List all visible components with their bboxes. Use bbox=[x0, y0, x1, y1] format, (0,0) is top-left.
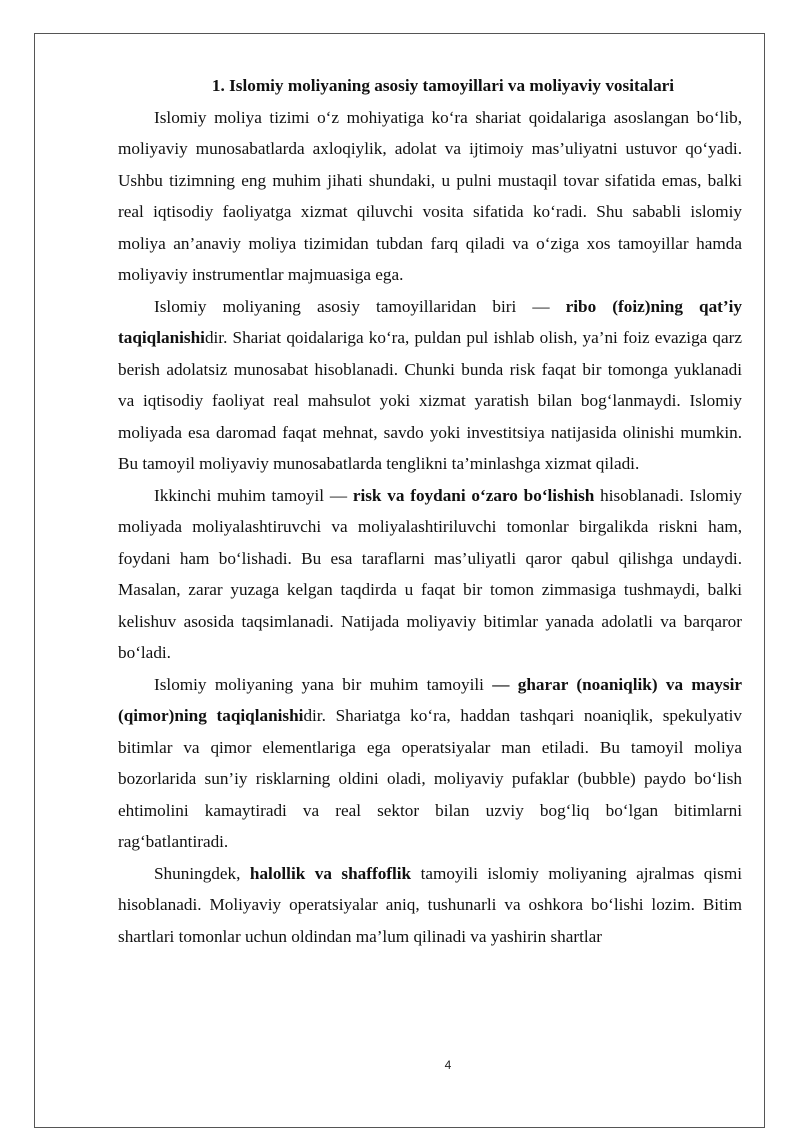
paragraph-2-bold-term: ribo (foiz)ning qat’iy taqiqlanishi bbox=[118, 296, 742, 347]
paragraph-5 bbox=[118, 858, 742, 953]
section-title: 1. Islomiy moliyaning asosiy tamoyillari va moliyaviy vositalari bbox=[211, 76, 675, 95]
paragraph-4-text-before: Islomiy moliyaning yana bir muhim tamoyili bbox=[154, 674, 493, 694]
paragraph-3-text-before: Ikkinchi muhim tamoyil — bbox=[154, 485, 353, 505]
paragraph-3 bbox=[118, 480, 742, 669]
paragraph-5-text-before: Shuningdek, bbox=[154, 863, 250, 883]
paragraph-5-bold-term: halollik va shaffoflik bbox=[249, 863, 412, 883]
paragraph-4 bbox=[118, 669, 742, 858]
paragraph-2 bbox=[118, 291, 742, 480]
paragraph-4-text-after: dir. Shariatga ko‘ra, haddan tashqari noaniqlik, spekulyativ bitimlar va qimor elementlariga ega operatsiyalar man etiladi. Bu tamoyil moliya bozorlarida sun’iy risklarning oldini oladi, moliyaviy pufaklar (bubble) paydo bo‘lish ehtimolini kamaytiradi va real sektor bilan uzviy bog‘liq bo‘lgan bitimlarni rag‘batlantiradi. bbox=[118, 706, 742, 851]
paragraph-3-text-after: hisoblanadi. Islomiy moliyada moliyalashtiruvchi va moliyalashtiriluvchi tomonlar birgalikda riskni ham, foydani ham bo‘lishadi. Bu esa taraflarni mas’uliyatli qaror qabul qilishga undaydi. Masalan, zarar yuzaga kelgan taqdirda u faqat bir tomon zimmasiga tushmaydi, balki kelishuv asosida taqsimlanadi. Natijada moliyaviy bitimlar yanada adolatli va barqaror bo‘ladi. bbox=[118, 485, 742, 662]
paragraph-4-bold-term: — gharar (noaniqlik) va maysir (qimor)ning taqiqlanishi bbox=[118, 674, 742, 725]
paragraph-5-text-after: tamoyili islomiy moliyaning ajralmas qismi hisoblanadi. Moliyaviy operatsiyalar aniq, tushunarli va oshkora bo‘lishi lozim. Bitim shartlari tomonlar uchun oldindan ma’lum qilinadi va yashirin shartlar bbox=[118, 863, 742, 946]
document-body bbox=[118, 70, 742, 952]
paragraph-1: Islomiy moliya tizimi o‘z mohiyatiga ko‘ra shariat qoidalariga asoslangan bo‘lib, moliyaviy munosabatlarda axloqiylik, adolat va ijtimoiy mas’uliyatni ustuvor qo‘yadi. Ushbu tizimning eng muhim jihati shundaki, u pulni mustaqil tovar sifatida emas, balki real iqtisodiy faoliyatga xizmat qiluvchi vosita sifatida ko‘radi. Shu sababli islomiy moliya an’anaviy moliya tizimidan tubdan farq qiladi va o‘ziga xos tamoyillar hamda moliyaviy instrumentlar majmuasiga ega. bbox=[118, 107, 742, 284]
page-number: 4 bbox=[444, 1058, 452, 1072]
paragraph-2-text-after: dir. Shariat qoidalariga ko‘ra, puldan pul ishlab olish, ya’ni foiz evaziga qarz berish adolatsiz munosabat hisoblanadi. Chunki bunda risk faqat bir tomonga yuklanadi va iqtisodiy faoliyat real mahsulot yoki xizmat yaratish bilan bog‘lanmaydi. Islomiy moliyada esa daromad faqat mehnat, savdo yoki investitsiya natijasida olinishi mumkin. Bu tamoyil moliyaviy munosabatlarda tenglikni ta’minlashga xizmat qiladi. bbox=[118, 328, 742, 473]
paragraph-2-text-before: Islomiy moliyaning asosiy tamoyillaridan biri — bbox=[154, 296, 566, 316]
paragraph-3-bold-term: risk va foydani o‘zaro bo‘lishish bbox=[352, 485, 595, 505]
